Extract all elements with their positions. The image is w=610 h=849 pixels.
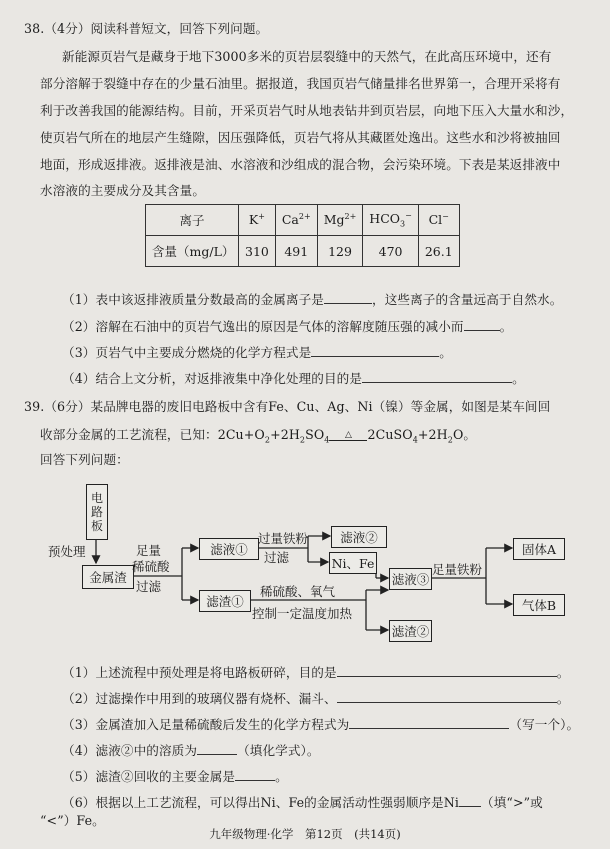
q38-para-line: 利于改善我国的能源结构。目前，开采页岩气时从地表钻井到页岩层，向地下压入大量水和沙，: [40, 103, 574, 118]
acid2-label: 稀硫酸、氧气: [260, 584, 336, 599]
q38-para-line: 地面，形成返排液。返排液是油、水溶液和沙组成的混合物，会污染环境。下表是某返排液中: [40, 157, 561, 172]
acid1-label: 稀硫酸: [132, 559, 170, 574]
answer-blank[interactable]: [337, 665, 557, 677]
q39-item-6: （6）根据以上工艺流程，可以得出Ni、Fe的金属活动性强弱顺序是Ni （填“>”或: [62, 795, 543, 810]
metal-residue-box: 金属渣: [82, 565, 134, 589]
value-cell: 26.1: [418, 236, 459, 267]
q39-item-4: （4）滤液②中的溶质为 （填化学式）。: [62, 743, 320, 758]
answer-blank[interactable]: [349, 717, 509, 729]
iron-powder-label-2: 足量铁粉: [432, 562, 483, 577]
q38-para-line: 新能源页岩气是藏身于地下3000多米的页岩层裂缝中的天然气，在此高压环境中，还有: [62, 49, 552, 64]
ion-cell: $Ca^{2+}$: [275, 205, 317, 236]
acid1-label: 过滤: [136, 579, 162, 594]
circuit-board-box: 电 路 板: [86, 484, 108, 540]
q39-known-equation: 收部分金属的工艺流程，已知：$2Cu+O_2+2H_2SO_4\triangle$ $2CuSO_4+2H_2O$。: [40, 427, 477, 445]
answer-blank[interactable]: [459, 795, 481, 807]
q39-item-2: （2）过滤操作中用到的玻璃仪器有烧杯、漏斗、 。: [62, 691, 570, 706]
q38-item-4: （4）结合上文分析，对返排液集中净化处理的目的是 。: [62, 371, 525, 386]
q38-para-line: 水溶液的主要成分及其含量。: [40, 183, 206, 198]
filtrate-1-box: 滤液①: [199, 538, 259, 560]
solid-a-box: 固体A: [513, 538, 565, 560]
value-cell: 129: [317, 236, 363, 267]
q38-para-line: 使页岩气所在的地层产生缝隙，因压强降低，页岩气将从其藏匿处逸出。这些水和沙将被抽回: [40, 130, 561, 145]
filtrate-2-box: 滤液②: [331, 526, 387, 548]
q38-item-1: （1）表中该返排液质量分数最高的金属离子是 ，这些离子的含量远高于自然水。: [62, 292, 563, 307]
q39-heading: 39.（6分）某品牌电器的废旧电路板中含有Fe、Cu、Ag、Ni（镍）等金属，如图是某车间回: [24, 399, 551, 414]
value-cell: 310: [239, 236, 276, 267]
iron-powder-label: 过量铁粉: [258, 531, 309, 546]
q39-item-1: （1）上述流程中预处理是将电路板研碎，目的是 。: [62, 665, 570, 680]
filtrate-3-box: 滤液③: [389, 568, 432, 590]
table-header-cell: 含量（mg/L）: [146, 236, 239, 267]
ion-cell: K+: [239, 205, 276, 236]
q38-para-line: 部分溶解于裂缝中存在的少量石油里。据报道，我国页岩气储量排名世界第一，合理开采将有: [40, 76, 561, 91]
value-cell: 470: [363, 236, 419, 267]
page-footer: 九年级物理·化学 第12页 (共14页): [209, 827, 401, 841]
answer-blank[interactable]: [235, 769, 275, 781]
reaction-arrow: △: [329, 431, 367, 441]
ni-fe-box: Ni、Fe: [329, 552, 377, 574]
q39-item-5: （5）滤渣②回收的主要金属是 。: [62, 769, 288, 784]
value-cell: 491: [275, 236, 317, 267]
acid2-label: 控制一定温度加热: [252, 606, 353, 621]
ion-cell: Cl−: [418, 205, 459, 236]
acid1-label: 足量: [136, 543, 162, 558]
q38-item-3: （3）页岩气中主要成分燃烧的化学方程式是 。: [62, 345, 452, 360]
ion-cell: $HCO_3^-$: [363, 205, 419, 236]
answer-blank[interactable]: [337, 691, 557, 703]
gas-b-box: 气体B: [513, 594, 565, 616]
filter-label: 过滤: [264, 550, 290, 565]
answer-blank[interactable]: [197, 743, 237, 755]
pretreat-label: 预处理: [48, 544, 86, 559]
ion-cell: $Mg^{2+}$: [317, 205, 363, 236]
filter-residue-1-box: 滤渣①: [199, 590, 251, 612]
q39-item-6-cont: “<”）Fe。: [40, 813, 105, 828]
table-header-cell: 离子: [146, 205, 239, 236]
q39-prompt: 回答下列问题：: [40, 452, 129, 467]
q39-item-3: （3）金属渣加入足量稀硫酸后发生的化学方程式为 （写一个）。: [62, 717, 580, 732]
filter-residue-2-box: 滤渣②: [389, 620, 432, 642]
q38-item-2: （2）溶解在石油中的页岩气逸出的原因是气体的溶解度随压强的减小而 。: [62, 319, 513, 334]
q38-heading: 38.（4分）阅读科普短文，回答下列问题。: [24, 21, 269, 36]
